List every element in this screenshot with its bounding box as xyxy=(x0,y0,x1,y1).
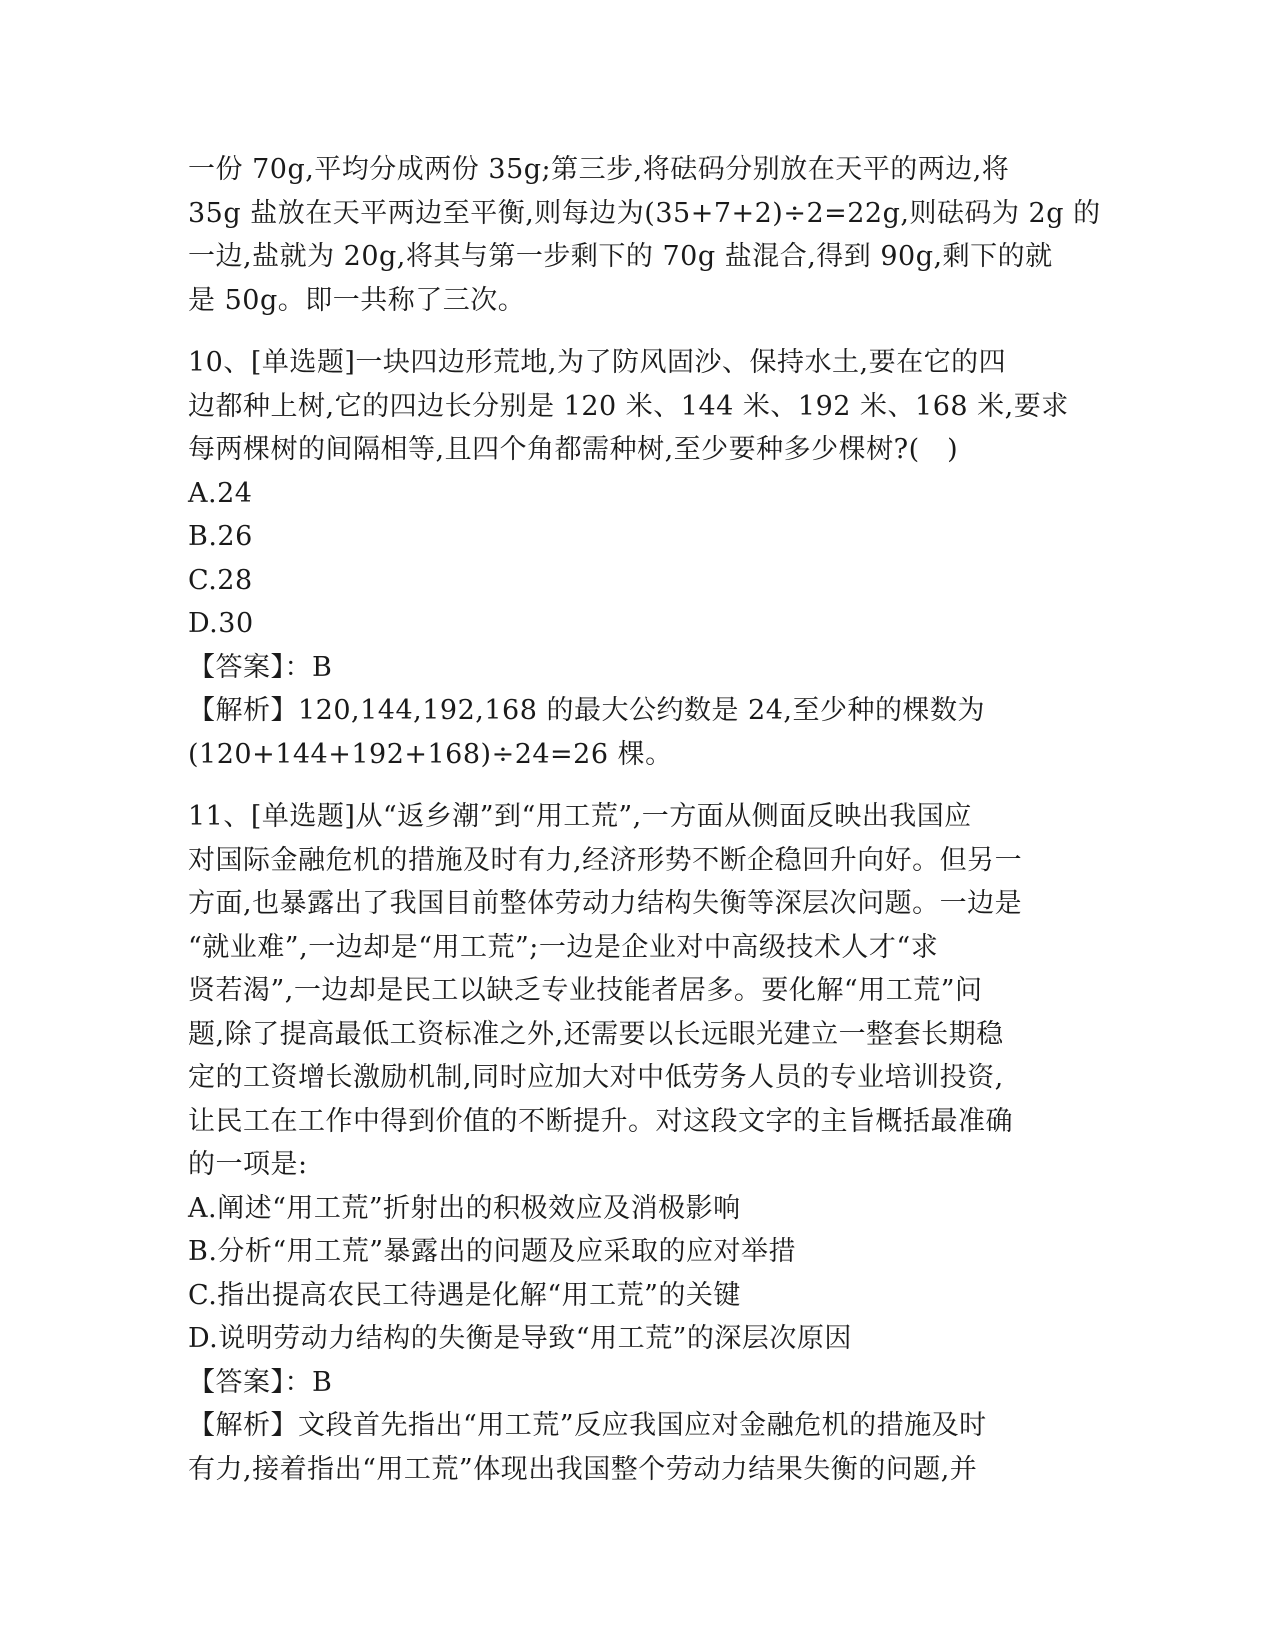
option-b: B.分析“用工荒”暴露出的问题及应采取的应对举措 xyxy=(188,1236,797,1267)
spacer xyxy=(188,776,1088,795)
text-line: 一份 70g,平均分成两份 35g;第三步,将砝码分别放在天平的两边,将 xyxy=(188,154,1010,185)
question-text-line: 贤若渴”,一边却是民工以缺乏专业技能者居多。要化解“用工荒”问 xyxy=(188,975,983,1006)
analysis-line: 【解析】120,144,192,168 的最大公约数是 24,至少种的棵数为 xyxy=(188,695,985,726)
answer-line: 【答案】：B xyxy=(188,651,333,683)
question-text-line: 对国际金融危机的措施及时有力,经济形势不断企稳回升向好。但另一 xyxy=(188,844,1023,876)
text-line: 一边,盐就为 20g,将其与第一步剩下的 70g 盐混合,得到 90g,剩下的就 xyxy=(188,241,1053,272)
question-text-line: 每两棵树的间隔相等,且四个角都需种树,至少要种多少棵树?( ) xyxy=(188,434,959,465)
question-11 xyxy=(188,795,1088,1491)
question-10 xyxy=(188,341,1088,776)
option-a: A.阐述“用工荒”折射出的积极效应及消极影响 xyxy=(188,1192,741,1224)
question-text-line: 11、[单选题]从“返乡潮”到“用工荒”,一方面从侧面反映出我国应 xyxy=(188,801,972,832)
question-text-line: “就业难”,一边却是“用工荒”;一边是企业对中高级技术人才“求 xyxy=(188,931,939,963)
question-text-line: 定的工资增长激励机制,同时应加大对中低劳务人员的专业培训投资, xyxy=(188,1062,1004,1093)
document-page xyxy=(188,148,1101,1491)
option-b: B.26 xyxy=(188,521,253,552)
text-line: 是 50g。即一共称了三次。 xyxy=(188,284,526,316)
option-c: C.28 xyxy=(188,564,253,596)
question-text-line: 题,除了提高最低工资标准之外,还需要以长远眼光建立一整套长期稳 xyxy=(188,1018,1004,1050)
option-a: A.24 xyxy=(188,477,253,509)
question-text-line: 方面,也暴露出了我国目前整体劳动力结构失衡等深层次问题。一边是 xyxy=(188,888,1023,919)
text-line: 35g 盐放在天平两边至平衡,则每边为(35+7+2)÷2=22g,则砝码为 2g 的 xyxy=(188,197,1101,229)
spacer xyxy=(188,322,1088,341)
question-text-line: 10、[单选题]一块四边形荒地,为了防风固沙、保持水土,要在它的四 xyxy=(188,347,1007,378)
analysis-line: 【解析】文段首先指出“用工荒”反应我国应对金融危机的措施及时 xyxy=(188,1410,987,1441)
option-d: D.说明劳动力结构的失衡是导致“用工荒”的深层次原因 xyxy=(188,1323,852,1354)
intro-paragraph xyxy=(188,148,1101,322)
answer-line: 【答案】：B xyxy=(188,1366,333,1398)
question-text-line: 让民工在工作中得到价值的不断提升。对这段文字的主旨概括最准确 xyxy=(188,1105,1013,1137)
option-d: D.30 xyxy=(188,608,254,639)
analysis-line: (120+144+192+168)÷24=26 棵。 xyxy=(188,738,673,770)
option-c: C.指出提高农民工待遇是化解“用工荒”的关键 xyxy=(188,1279,741,1311)
analysis-line: 有力,接着指出“用工荒”体现出我国整个劳动力结果失衡的问题,并 xyxy=(188,1453,978,1485)
question-text-line: 边都种上树,它的四边长分别是 120 米、144 米、192 米、168 米,要求 xyxy=(188,390,1069,422)
question-text-line: 的一项是: xyxy=(188,1149,308,1180)
